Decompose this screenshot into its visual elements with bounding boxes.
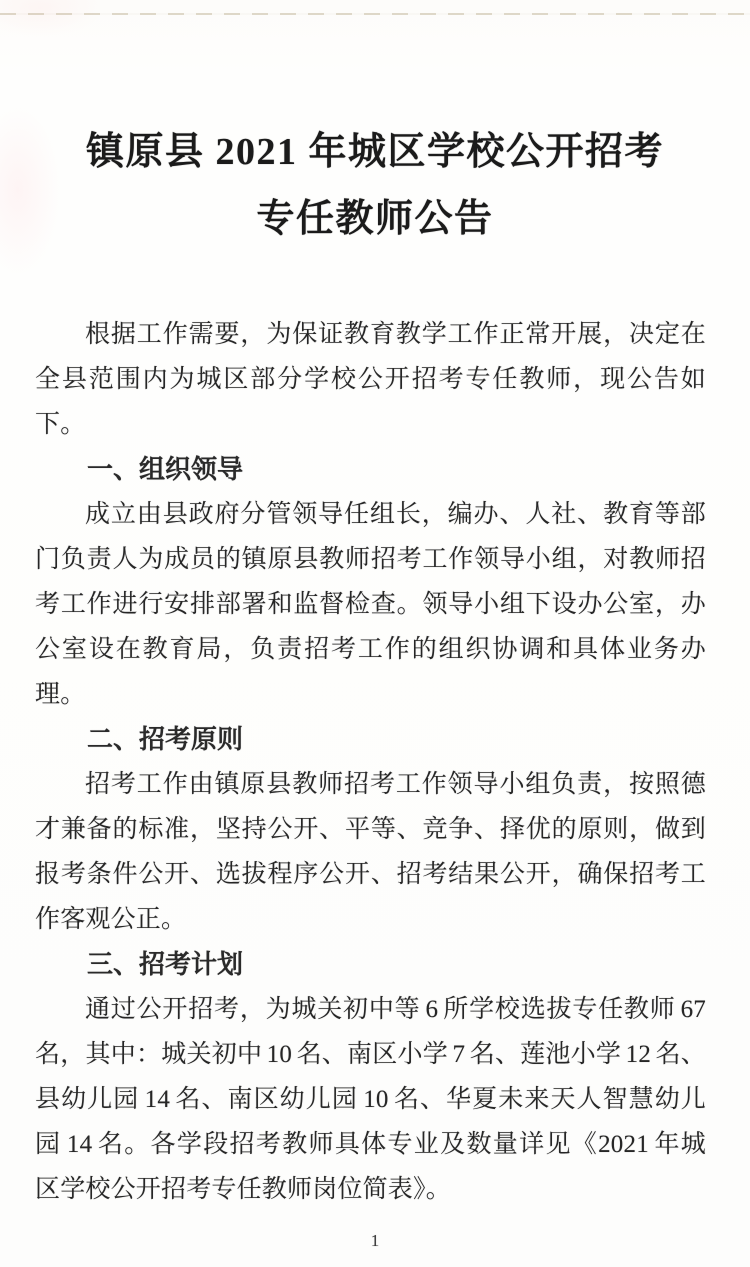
body-line: 门负责人为成员的镇原县教师招考工作领导小组，对教师招 (35, 546, 706, 573)
body-line: 园 14 名。各学段招考教师具体专业及数量详见《2021 年城 (35, 1131, 706, 1158)
body-line: 全县范围内为城区部分学校公开招考专任教师，现公告如 (35, 366, 706, 393)
body-line: 报考条件公开、选拔程序公开、招考结果公开，确保招考工 (35, 861, 706, 888)
section-heading: 三、招考计划 (87, 949, 244, 979)
intro-paragraph (35, 312, 706, 447)
section-heading: 二、招考原则 (87, 724, 244, 754)
body-line: 成立由县政府分管领导任组长，编办、人社、教育等部 (85, 501, 706, 528)
body-line: 作客观公正。 (35, 906, 187, 933)
body-line: 才兼备的标准，坚持公开、平等、竞争、择优的原则，做到 (35, 816, 706, 843)
document-title (0, 0, 750, 242)
body-line: 区学校公开招考专任教师岗位简表》。 (35, 1176, 451, 1203)
scan-edge-artifact (0, 13, 750, 15)
document-title-line-2: 专任教师公告 (256, 198, 494, 240)
body-line: 考工作进行安排部署和监督检查。领导小组下设办公室，办 (35, 591, 706, 618)
body-line: 公室设在教育局，负责招考工作的组织协调和具体业务办 (35, 636, 706, 663)
section-heading: 一、组织领导 (87, 454, 244, 484)
body-line: 理。 (35, 681, 86, 708)
document-title-line-1: 镇原县 2021 年城区学校公开招考 (85, 131, 664, 173)
section-organization-leadership (35, 447, 706, 717)
section-paragraph (35, 987, 706, 1212)
document-body (0, 312, 750, 1212)
section-paragraph (35, 492, 706, 717)
body-line: 名，其中：城关初中 10 名、南区小学 7 名、莲池小学 12 名、 (35, 1041, 706, 1068)
section-paragraph (35, 762, 706, 942)
section-recruitment-plan (35, 942, 706, 1212)
body-line: 通过公开招考，为城关初中等 6 所学校选拔专任教师 67 (85, 996, 706, 1023)
body-line: 招考工作由镇原县教师招考工作领导小组负责，按照德 (85, 771, 706, 798)
body-line: 根据工作需要，为保证教育教学工作正常开展，决定在 (85, 321, 706, 348)
section-recruitment-principles (35, 717, 706, 942)
body-line: 下。 (35, 411, 86, 438)
body-line: 县幼儿园 14 名、南区幼儿园 10 名、华夏未来天人智慧幼儿 (35, 1086, 706, 1113)
page-number: 1 (370, 1231, 380, 1250)
